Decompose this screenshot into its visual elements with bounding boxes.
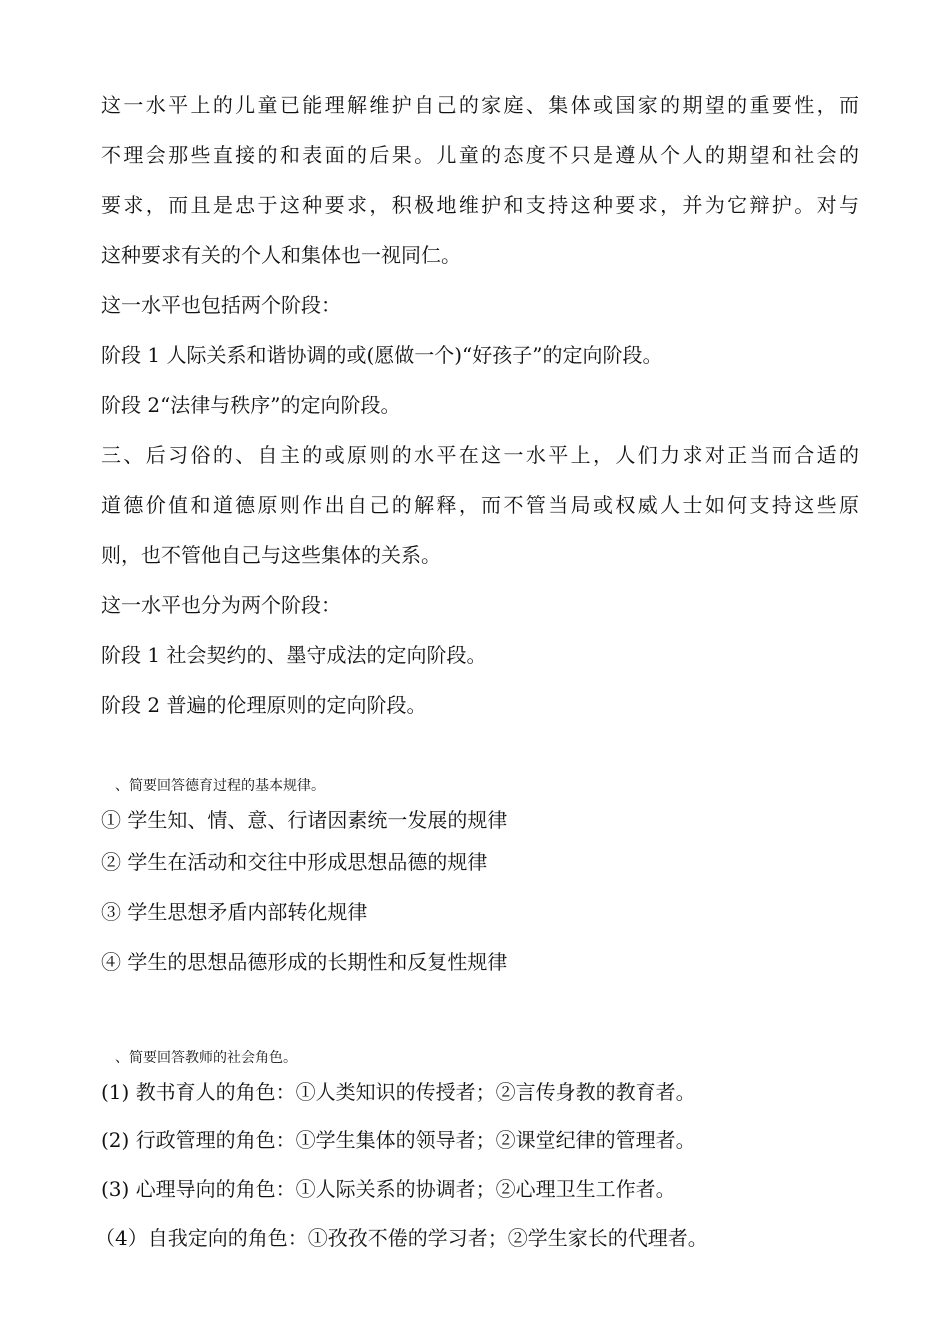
question-heading: 、简要回答教师的社会角色。	[115, 1050, 297, 1066]
list-item: ③ 学生思想矛盾内部转化规律	[101, 900, 368, 924]
list-item: （4）自我定向的角色：①孜孜不倦的学习者；②学生家长的代理者。	[95, 1226, 708, 1250]
paragraph: 这一水平也包括两个阶段：	[101, 293, 341, 317]
list-item: ④ 学生的思想品德形成的长期性和反复性规律	[101, 950, 508, 974]
list-item: (2) 行政管理的角色：①学生集体的领导者；②课堂纪律的管理者。	[101, 1128, 696, 1152]
list-item: ② 学生在活动和交往中形成思想品德的规律	[101, 850, 488, 874]
paragraph-line: 三、后习俗的、自主的或原则的水平在这一水平上，人们力求对正当而合适的	[101, 443, 859, 467]
stage-line: 阶段 2“法律与秩序”的定向阶段。	[101, 393, 401, 417]
stage-line: 阶段 1 人际关系和谐协调的或(愿做一个)“好孩子”的定向阶段。	[101, 343, 663, 367]
paragraph-line: 要求，而且是忠于这种要求，积极地维护和支持这种要求，并为它辩护。对与	[101, 193, 859, 217]
paragraph-line: 道德价值和道德原则作出自己的解释，而不管当局或权威人士如何支持这些原	[101, 493, 859, 517]
stage-line: 阶段 2 普遍的伦理原则的定向阶段。	[101, 693, 427, 717]
paragraph-line: 则，也不管他自己与这些集体的关系。	[101, 543, 441, 567]
paragraph: 这一水平也分为两个阶段：	[101, 593, 341, 617]
question-heading: 、简要回答德育过程的基本规律。	[115, 778, 325, 794]
stage-line: 阶段 1 社会契约的、墨守成法的定向阶段。	[101, 643, 487, 667]
list-item: (1) 教书育人的角色：①人类知识的传授者；②言传身教的教育者。	[101, 1080, 696, 1104]
list-item: (3) 心理导向的角色：①人际关系的协调者；②心理卫生工作者。	[101, 1177, 676, 1201]
list-item: ① 学生知、情、意、行诸因素统一发展的规律	[101, 808, 508, 832]
paragraph-line: 不理会那些直接的和表面的后果。儿童的态度不只是遵从个人的期望和社会的	[101, 143, 859, 167]
paragraph-line: 这种要求有关的个人和集体也一视同仁。	[101, 243, 461, 267]
paragraph-line: 这一水平上的儿童已能理解维护自己的家庭、集体或国家的期望的重要性，而	[101, 93, 859, 117]
